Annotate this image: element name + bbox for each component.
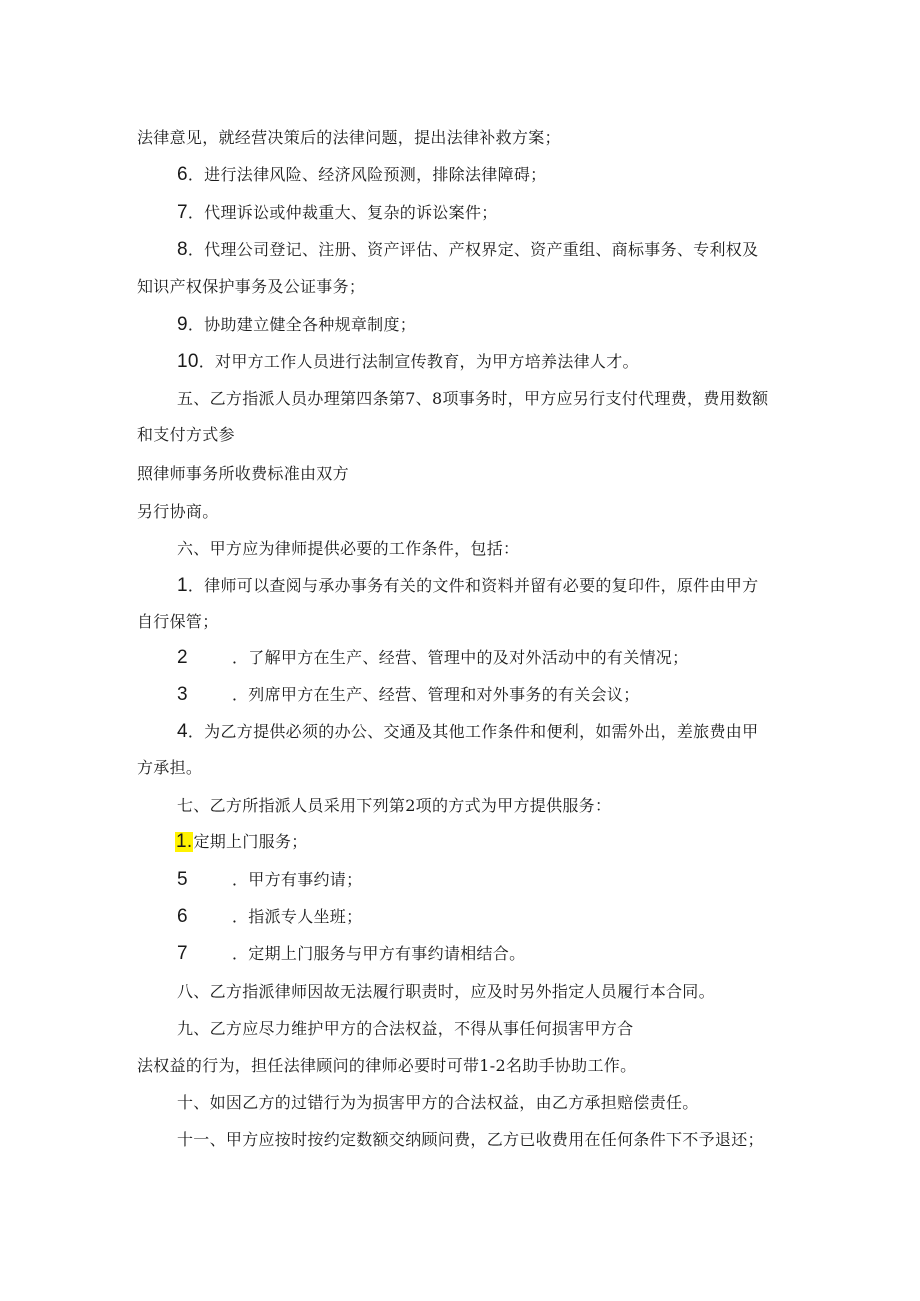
highlighted-item-number: 1. — [176, 831, 193, 852]
line-text: ．指派专人坐班； — [232, 907, 363, 926]
item-number: 7 — [177, 202, 188, 223]
line-text: 定期上门服务； — [193, 832, 308, 851]
section-ten — [177, 1093, 699, 1113]
line-text: ．了解甲方在生产、经营、管理中的及对外活动中的有关情况； — [232, 648, 689, 667]
list-item-2 — [177, 648, 688, 668]
line-text: ．为乙方提供必须的办公、交通及其他工作条件和便利，如需外出，差旅费由甲 — [187, 722, 759, 741]
line-text: ．代理公司登记、注册、资产评估、产权界定、资产重组、商标事务、专利权及 — [187, 240, 759, 259]
list-item-6 — [177, 165, 546, 185]
item-number: 2 — [177, 647, 188, 668]
line-text: ．对甲方工作人员进行法制宣传教育，为甲方培养法律人才。 — [198, 352, 639, 371]
paragraph-line — [137, 128, 561, 148]
item-number: 1 — [177, 575, 188, 596]
paragraph-line — [137, 502, 219, 522]
item-number: 10 — [177, 351, 199, 372]
item-number: 7 — [177, 943, 188, 964]
paragraph-line — [137, 464, 349, 484]
list-item-1-highlighted — [175, 832, 308, 852]
section-seven — [177, 796, 611, 816]
line-text: ．列席甲方在生产、经营、管理和对外事务的有关会议； — [232, 685, 640, 704]
list-item-8 — [177, 240, 758, 260]
line-text: 法律意见，就经营决策后的法律问题，提出法律补救方案； — [137, 128, 561, 147]
item-number: 6 — [177, 164, 188, 185]
list-item-10 — [177, 352, 639, 372]
list-item-1 — [177, 576, 758, 596]
line-text: 和支付方式参 — [137, 425, 235, 444]
line-text: 照律师事务所收费标准由双方 — [137, 464, 349, 483]
line-text: 五、乙方指派人员办理第四条第7、8项事务时，甲方应另行支付代理费，费用数额 — [177, 389, 769, 408]
section-six — [177, 539, 519, 559]
line-text: ．进行法律风险、经济风险预测，排除法律障碍； — [187, 165, 547, 184]
list-item-4 — [177, 722, 758, 742]
line-text: 七、乙方所指派人员采用下列第2项的方式为甲方提供服务： — [177, 796, 612, 815]
line-text: 自行保管； — [137, 612, 219, 631]
item-number: 5 — [177, 869, 188, 890]
line-text: 知识产权保护事务及公证事务； — [137, 277, 366, 296]
section-nine — [177, 1019, 633, 1039]
section-eight — [177, 982, 715, 1002]
paragraph-line — [137, 758, 202, 778]
list-item-7b — [177, 944, 525, 964]
line-text: 九、乙方应尽力维护甲方的合法权益，不得从事任何损害甲方合 — [177, 1019, 634, 1038]
item-number: 3 — [177, 684, 188, 705]
list-item-3 — [177, 685, 640, 705]
list-item-5 — [177, 870, 362, 890]
item-number: 9 — [177, 314, 188, 335]
line-text: 十、如因乙方的过错行为为损害甲方的合法权益，由乙方承担赔偿责任。 — [177, 1093, 699, 1112]
paragraph-line — [137, 425, 235, 445]
line-text: 另行协商。 — [137, 502, 219, 521]
line-text: 法权益的行为，担任法律顾问的律师必要时可带1-2名助手协助工作。 — [137, 1056, 637, 1075]
section-five — [177, 389, 768, 409]
item-number: 8 — [177, 239, 188, 260]
list-item-7 — [177, 203, 498, 223]
item-number: 4 — [177, 721, 188, 742]
paragraph-line — [137, 612, 219, 632]
line-text: 八、乙方指派律师因故无法履行职责时，应及时另外指定人员履行本合同。 — [177, 982, 715, 1001]
line-text: ．定期上门服务与甲方有事约请相结合。 — [232, 944, 526, 963]
line-text: 十一、甲方应按时按约定数额交纳顾问费，乙方已收费用在任何条件下不予退还； — [177, 1130, 764, 1149]
line-text: ．甲方有事约请； — [232, 870, 363, 889]
line-text: 方承担。 — [137, 758, 203, 777]
paragraph-line — [137, 1056, 636, 1076]
line-text: ．代理诉讼或仲裁重大、复杂的诉讼案件； — [187, 203, 498, 222]
list-item-9 — [177, 315, 416, 335]
section-eleven — [177, 1130, 764, 1150]
line-text: 六、甲方应为律师提供必要的工作条件，包括： — [177, 539, 520, 558]
list-item-6b — [177, 907, 362, 927]
line-text: ．律师可以查阅与承办事务有关的文件和资料并留有必要的复印件，原件由甲方 — [187, 576, 759, 595]
paragraph-line — [137, 277, 365, 297]
item-number: 6 — [177, 906, 188, 927]
line-text: ．协助建立健全各种规章制度； — [187, 315, 417, 334]
